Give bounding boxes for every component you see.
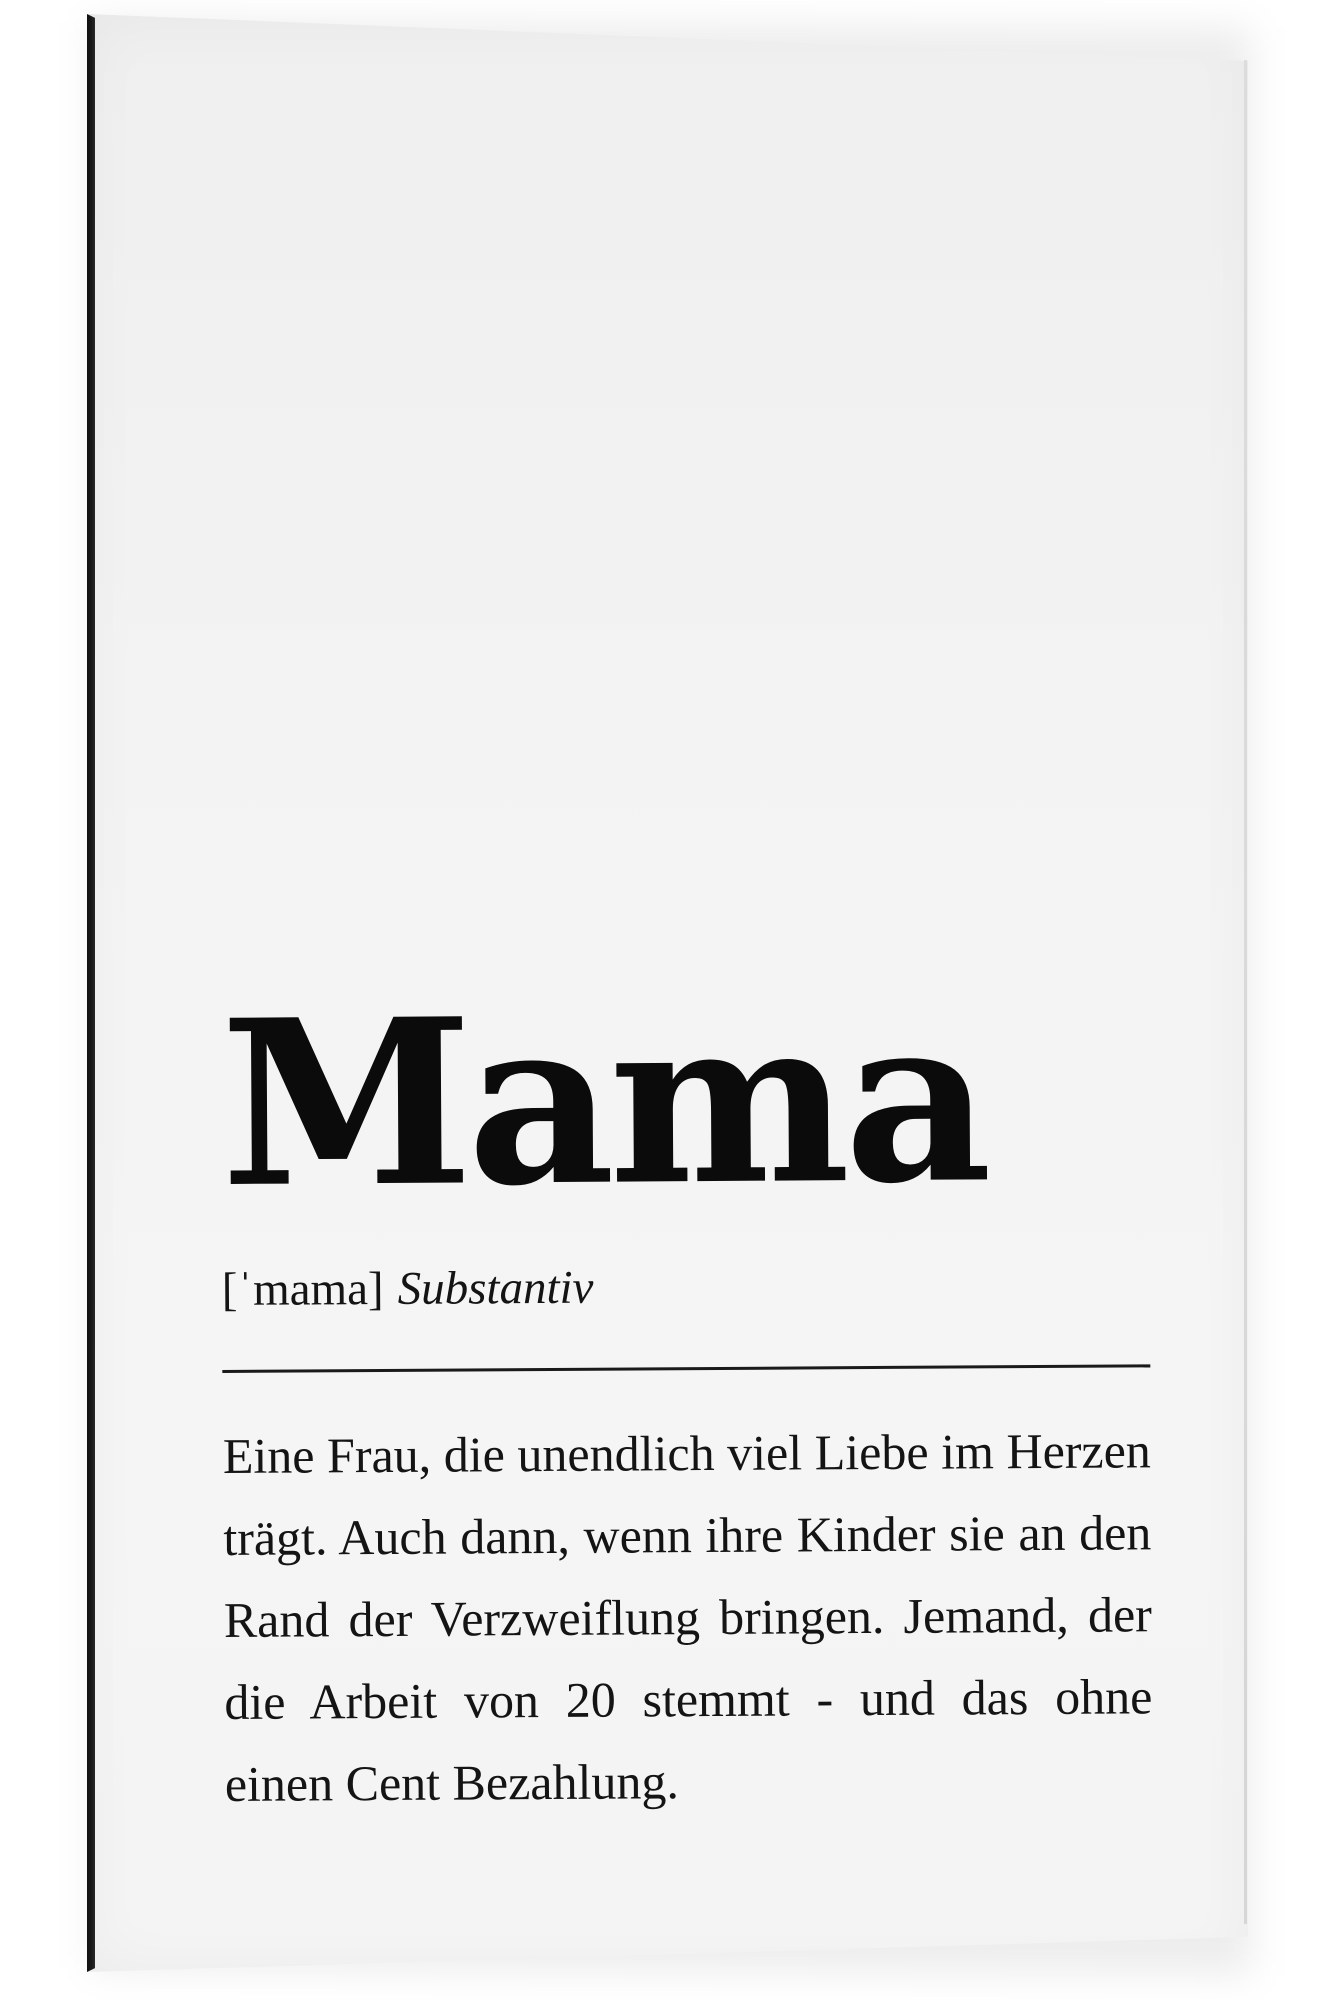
word-type: Substantiv (397, 1261, 594, 1315)
definition-text: Eine Frau, die unendlich viel Liebe im Herzen trägt. Auch dann, wenn ihre Kinder sie an den Rand der Verzweiflung bringen. Jemand, der die Arbeit von 20 stemmt - und das ohne einen Cent Bezahlung. (222, 1422, 1153, 1813)
poster-title: Mama (219, 965, 987, 1238)
panel-side-edge (87, 14, 95, 1972)
poster-content (219, 965, 1155, 1825)
pronunciation-row (222, 1256, 1152, 1318)
pronunciation: [ˈmama] (221, 1263, 384, 1316)
panel-right-edge (1244, 60, 1247, 1924)
divider-line (222, 1365, 1150, 1374)
